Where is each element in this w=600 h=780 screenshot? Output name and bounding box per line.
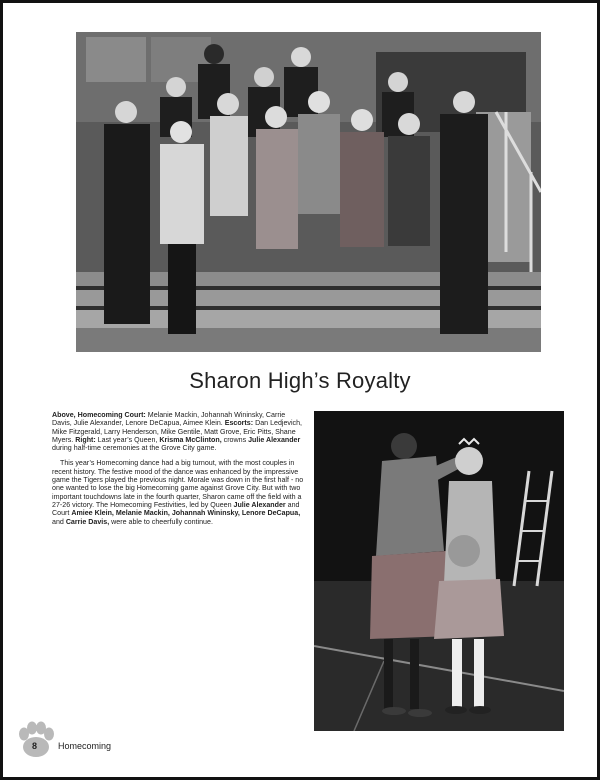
story-text-end: were able to cheerfully continue. xyxy=(109,517,213,526)
story-text: This year’s Homecoming dance had a big turnout, with the most couples in recent history. The festive mood of the dance was enhanced by the impressive game the Tigers played the previous night. Morale was down in the first half - no one wanted to lose the big Homecoming game against Grove City. But with two important touchdowns late in the fourth quarter, Sharon came off the field with a 27-26 victory. The Homecoming Festivities, led by Queen xyxy=(52,459,304,509)
story-paragraph xyxy=(52,459,304,525)
caption-lead: Above, Homecoming Court: xyxy=(52,411,146,419)
page-number: 8 xyxy=(32,741,38,751)
caption-ceremony-text: during half-time ceremonies at the Grove City game. xyxy=(52,444,217,453)
section-name: Homecoming xyxy=(58,741,112,751)
homecoming-court-photo xyxy=(76,32,541,352)
story-text-and: and xyxy=(52,517,66,526)
story-last-court-member: Carrie Davis, xyxy=(65,517,110,526)
page-footer xyxy=(16,720,216,760)
caption-previous-queen: Krisma McClinton, xyxy=(159,435,222,444)
caption-crowns-text: crowns xyxy=(221,435,249,444)
story-text-court: and Court xyxy=(52,500,300,518)
caption-right-label: Right: xyxy=(75,435,96,444)
paw-print-icon xyxy=(16,720,56,760)
caption-escorts-label: Escorts: xyxy=(224,419,254,428)
story-queen: Julie Alexander xyxy=(233,500,286,509)
crowning-photo xyxy=(314,411,564,731)
caption-new-queen: Julie Alexander xyxy=(248,435,301,444)
story-court-names: Amiee Klein, Melanie Mackin, Johannah Wininsky, Lenore DeCapua, xyxy=(71,509,301,518)
page-title: Sharon High’s Royalty xyxy=(189,368,411,393)
caption-text xyxy=(52,411,304,533)
caption-court-names: Melanie Mackin, Johannah Wininsky, Carrie Davis, Julie Alexander, Lenore DeCapua, Aimee Klein. xyxy=(52,411,286,428)
caption-escorts-names: Dan Ledjevich, Mike Fitzgerald, Larry Henderson, Mike Gentile, Matt Grove, Eric Pitts, Shane Myers. xyxy=(52,419,303,444)
caption-right-text: Last year’s Queen, xyxy=(95,435,160,444)
caption-paragraph-court xyxy=(52,411,304,452)
